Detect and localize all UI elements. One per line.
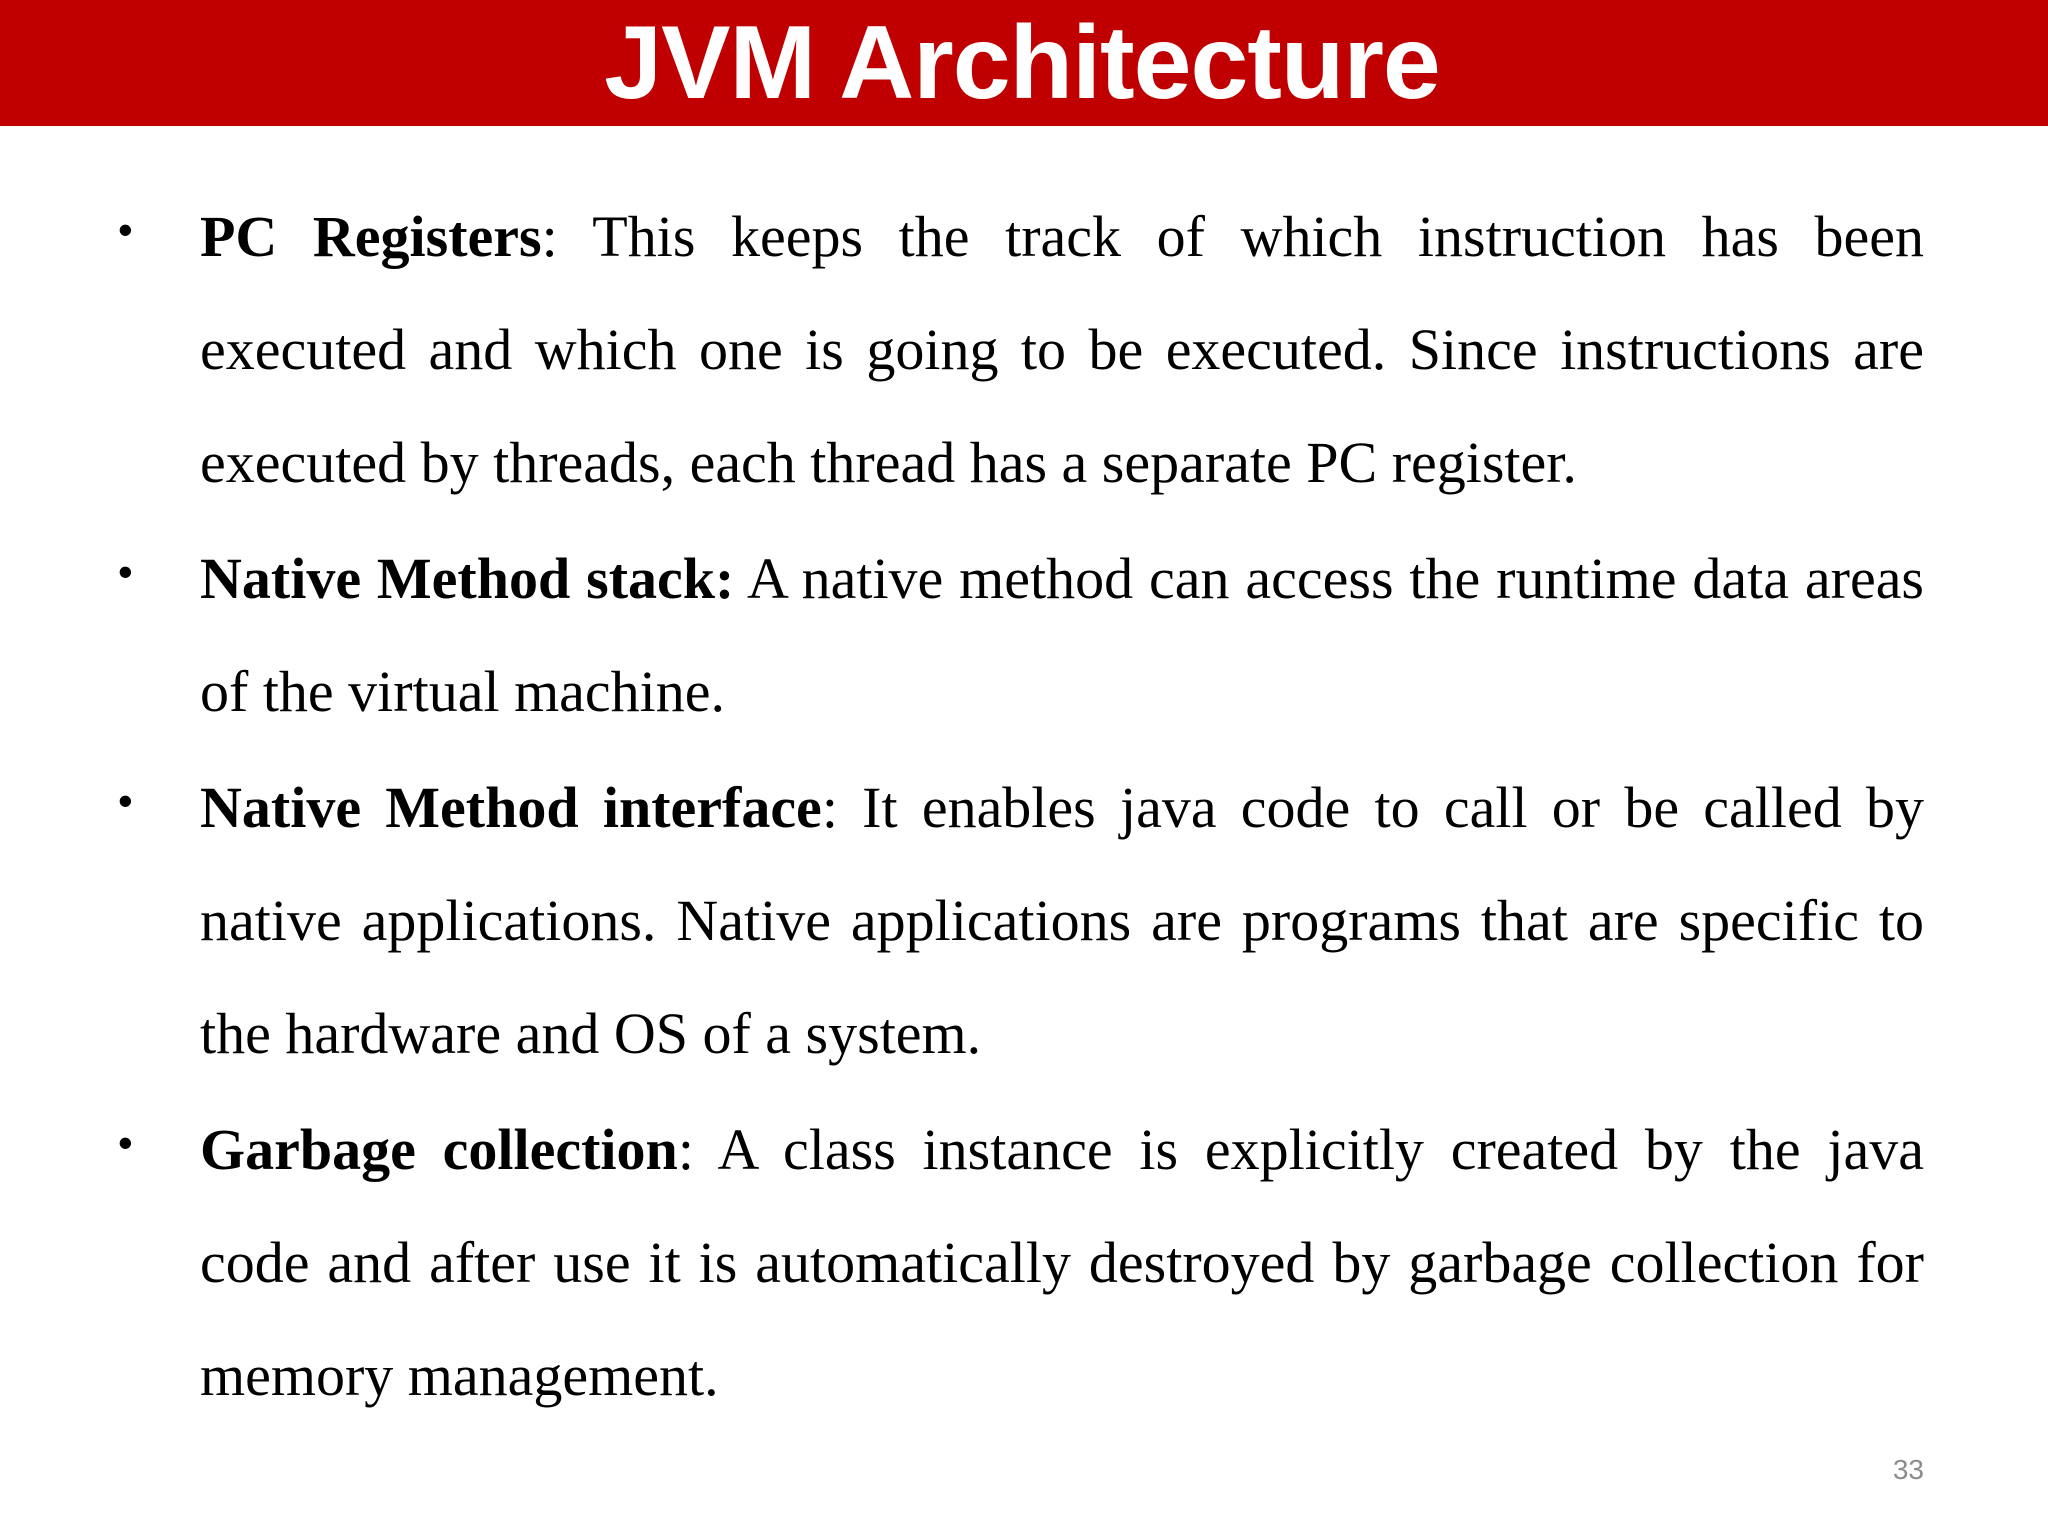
bullet-separator: : <box>541 204 558 269</box>
title-bar <box>0 0 2048 126</box>
bullet-list <box>118 180 1924 1435</box>
bullet-separator: : <box>821 775 838 840</box>
bullet-icon: • <box>118 206 133 253</box>
bullet-separator: : <box>677 1117 694 1182</box>
bullet-icon: • <box>118 1119 133 1166</box>
bullet-text: A class instance is explicitly created by the java code and after use it is automatically destroyed by garbage collection for memory management. <box>200 1117 1924 1408</box>
bullet-icon: • <box>118 777 133 824</box>
bullet-term: PC Registers <box>200 204 542 269</box>
bullet-term: Garbage collection <box>200 1117 678 1182</box>
page-number: 33 <box>1892 1454 1924 1485</box>
bullet-item-garbage-collection <box>118 1093 1924 1432</box>
slide-title: JVM Architecture <box>604 5 1440 121</box>
bullet-item-native-method-stack <box>118 522 1924 748</box>
bullet-term: Native Method stack: <box>200 546 735 611</box>
bullet-text: A native method can access the runtime data areas of the virtual machine. <box>200 546 1925 724</box>
bullet-text: This keeps the track of which instruction has been executed and which one is going to be executed. Since instructions are executed by threads, each thread has a separate PC register. <box>200 204 1924 495</box>
bullet-item-pc-registers <box>118 180 1924 519</box>
bullet-term: Native Method interface <box>200 775 822 840</box>
bullet-icon: • <box>118 548 133 595</box>
bullet-item-native-method-interface <box>118 751 1924 1090</box>
bullet-text: It enables java code to call or be called by native applications. Native applications are programs that are specific to the hardware and OS of a system. <box>200 775 1924 1066</box>
